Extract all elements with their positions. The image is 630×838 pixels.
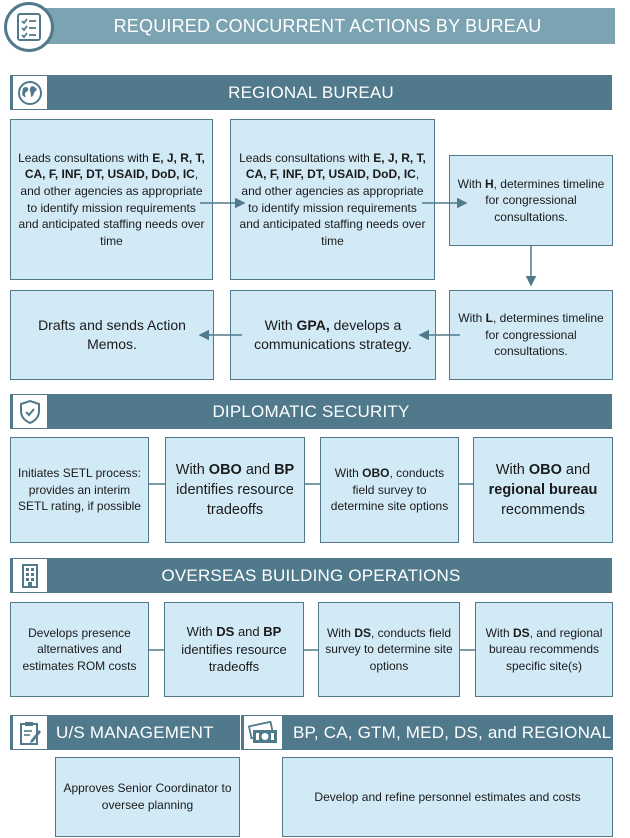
bold-text: BP — [263, 623, 282, 639]
box-text: Develops presence alternatives and estimates ROM costs — [22, 625, 137, 673]
bold-text: DS — [354, 625, 371, 640]
diplomatic-security-band — [10, 394, 612, 429]
box-text: With — [495, 462, 529, 478]
box-text: Drafts and sends Action Memos. — [38, 316, 186, 352]
box-text: , and other agencies as appropriate to identify mission requirements and anticipated staffing needs over time — [239, 167, 426, 248]
regional-bureau-title: REGIONAL BUREAU — [228, 82, 394, 102]
box-text: identifies resource tradeoffs — [181, 641, 287, 675]
box-text: With — [326, 625, 355, 640]
obo-title: OVERSEAS BUILDING OPERATIONS — [161, 565, 461, 585]
bold-text: OBO — [208, 462, 242, 478]
ds-box-4 — [473, 437, 613, 543]
bold-text: regional bureau — [488, 482, 598, 498]
ds-box-1 — [10, 437, 149, 543]
bold-text: DS — [512, 625, 530, 640]
box-text: develops a communications strategy. — [254, 316, 412, 352]
box-text: With — [175, 462, 209, 478]
obo-box-3 — [318, 602, 460, 697]
box-text: With — [457, 176, 485, 191]
box-text: With — [264, 316, 297, 333]
box-text: Leads consultations with — [239, 150, 374, 165]
ds-box-3 — [320, 437, 459, 543]
clipboard-icon — [13, 716, 47, 749]
obo-box-4 — [475, 602, 613, 697]
box-text: Initiates SETL process: provides an interim SETL rating, if possible — [18, 466, 141, 514]
bold-text: E, J, R, T, CA, F, INF, DT, USAID, DoD, IC — [245, 150, 426, 182]
money-icon — [244, 716, 282, 749]
box-text: Develop and refine personnel estimates and costs — [314, 789, 581, 804]
obo-box-1 — [10, 602, 149, 697]
bold-text: DS — [216, 623, 235, 639]
box-text: , conducts field survey to determine site options — [330, 466, 449, 514]
box-text: and — [241, 462, 275, 478]
box-text: Leads consultations with — [18, 150, 153, 165]
box-text: and — [234, 623, 264, 639]
box-text: , determines timeline for congressional consultations. — [485, 311, 604, 359]
obo-band — [10, 558, 612, 593]
box-text: and — [561, 462, 591, 478]
us-management-title: U/S MANAGEMENT — [56, 722, 214, 742]
bold-text: E, J, R, T, CA, F, INF, DT, USAID, DoD, IC — [24, 150, 205, 182]
ds-box-2 — [165, 437, 305, 543]
box-text: , determines timeline for congressional consultations. — [485, 176, 605, 224]
diplomatic-security-title: DIPLOMATIC SECURITY — [212, 401, 410, 421]
us-management-box — [55, 757, 240, 837]
box-text: recommends — [501, 502, 585, 518]
bold-text: OBO — [362, 466, 390, 481]
box-text: With — [334, 466, 363, 481]
box-text: With — [485, 625, 513, 640]
bp-group-title: BP, CA, GTM, MED, DS, and REGIONAL — [293, 722, 612, 742]
box-text: , and other agencies as appropriate to identify mission requirements and anticipated staffing needs over time — [18, 167, 205, 248]
box-text: With — [458, 311, 486, 326]
bold-text: OBO — [528, 462, 562, 478]
obo-box-2 — [164, 602, 304, 697]
bold-text: BP — [274, 462, 295, 478]
building-icon — [13, 559, 47, 592]
page-title: REQUIRED CONCURRENT ACTIONS BY BUREAU — [113, 15, 542, 36]
bold-text: GPA, — [296, 316, 330, 333]
bp-group-band — [241, 715, 613, 750]
box-text: , and regional bureau recommends specific site(s) — [488, 625, 603, 673]
shield-icon — [13, 395, 47, 428]
bold-text: H — [484, 176, 494, 191]
bold-text: L — [485, 311, 493, 326]
bp-group-box — [282, 757, 613, 837]
box-text: Approves Senior Coordinator to oversee planning — [63, 781, 232, 812]
box-text: identifies resource tradeoffs — [176, 482, 294, 518]
box-text: , conducts field survey to determine site options — [325, 625, 453, 673]
box-text: With — [186, 623, 217, 639]
